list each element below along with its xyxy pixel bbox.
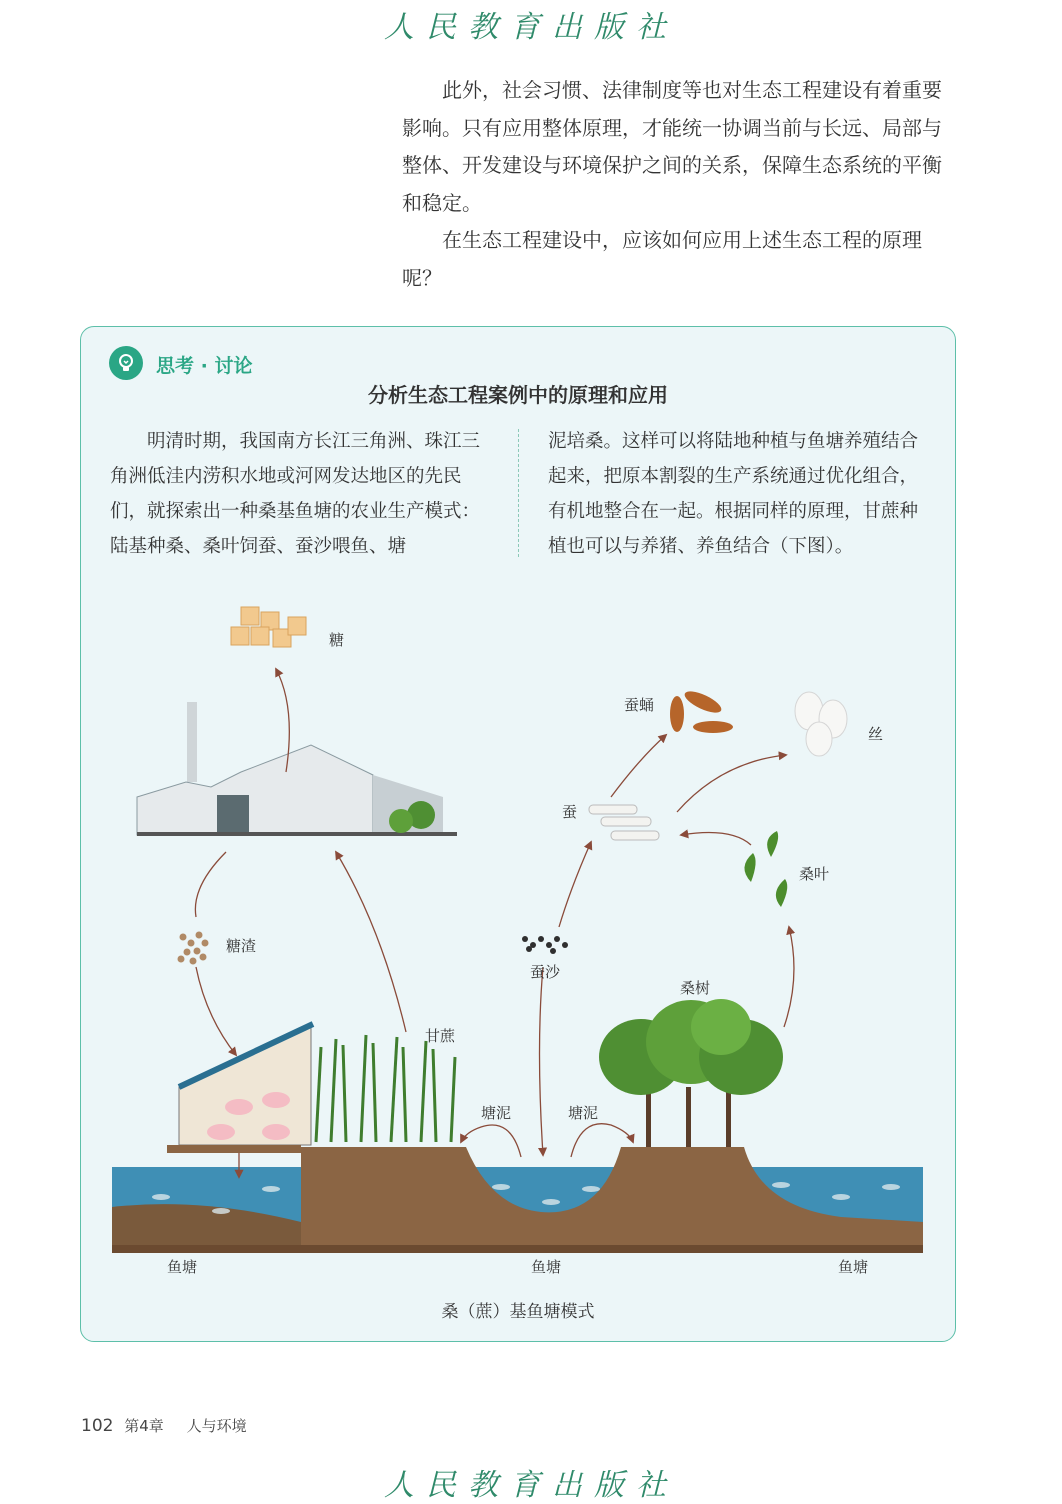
label-pond-mud-right: 塘泥 xyxy=(568,1104,599,1122)
chapter-number: 第4章 xyxy=(124,1417,164,1435)
silk-cocoons xyxy=(795,692,847,756)
intro-paragraph-2: 在生态工程建设中，应该如何应用上述生态工程的原理呢？ xyxy=(402,228,922,290)
page-footer xyxy=(81,1415,247,1436)
label-pond-mud-left: 塘泥 xyxy=(481,1104,512,1122)
discussion-box xyxy=(80,326,956,1342)
label-sugar: 糖 xyxy=(329,631,345,649)
label-pond-2: 鱼塘 xyxy=(531,1258,562,1276)
discussion-title: 分析生态工程案例中的原理和应用 xyxy=(368,383,668,407)
diagram-caption: 桑（蔗）基鱼塘模式 xyxy=(441,1302,595,1322)
intro-paragraph-1: 此外，社会习惯、法律制度等也对生态工程建设有着重要影响。只有应用整体原理，才能统一协调当前与长远、局部与整体、开发建设与环境保护之间的关系，保障生态系统的平衡和稳定。 xyxy=(402,78,942,215)
discussion-label: 思考 · 讨论 xyxy=(156,355,253,377)
mulberry-trees xyxy=(599,999,783,1147)
pond-base xyxy=(112,1147,923,1253)
page-number: 102 xyxy=(81,1416,114,1436)
discussion-left-text: 明清时期，我国南方长江三角洲、珠江三角洲低洼内涝积水地或河网发达地区的先民们，就探索出一种桑基鱼塘的农业生产模式：陆基种桑、桑叶饲蚕、蚕沙喂鱼、塘 xyxy=(110,431,481,557)
publisher-header: 人民教育出版社 xyxy=(384,10,678,45)
label-pupa: 蚕蛹 xyxy=(624,696,655,714)
label-silk: 丝 xyxy=(868,725,884,743)
mulberry-fishpond-diagram xyxy=(81,327,955,1341)
label-bagasse: 糖渣 xyxy=(226,937,257,955)
discussion-right-text: 泥培桑。这样可以将陆地种植与鱼塘养殖结合起来，把原本割裂的生产系统通过优化组合，有机地整合在一起。根据同样的原理，甘蔗种植也可以与养猪、养鱼结合（下图）。 xyxy=(548,431,919,557)
silkworm-pupae xyxy=(670,687,733,733)
label-mulberry-leaf: 桑叶 xyxy=(799,865,830,883)
mulberry-leaves xyxy=(744,831,787,907)
sugarcane-field xyxy=(316,1035,455,1142)
label-pond-3: 鱼塘 xyxy=(838,1258,869,1276)
label-pond-1: 鱼塘 xyxy=(167,1258,198,1276)
intro-text xyxy=(402,72,957,297)
sugar-factory xyxy=(137,702,457,836)
pig-barn xyxy=(167,1024,313,1153)
chapter-title: 人与环境 xyxy=(186,1417,247,1435)
publisher-footer: 人民教育出版社 xyxy=(384,1468,678,1503)
label-sugarcane: 甘蔗 xyxy=(425,1027,456,1045)
label-silkworm: 蚕 xyxy=(562,803,578,821)
silkworms xyxy=(589,805,659,840)
silkworm-feces xyxy=(522,936,568,954)
label-mulberry-tree: 桑树 xyxy=(680,979,711,997)
sugar-cubes xyxy=(231,607,306,647)
bagasse-pellets xyxy=(178,932,209,965)
label-silkworm-feces: 蚕沙 xyxy=(530,963,561,981)
